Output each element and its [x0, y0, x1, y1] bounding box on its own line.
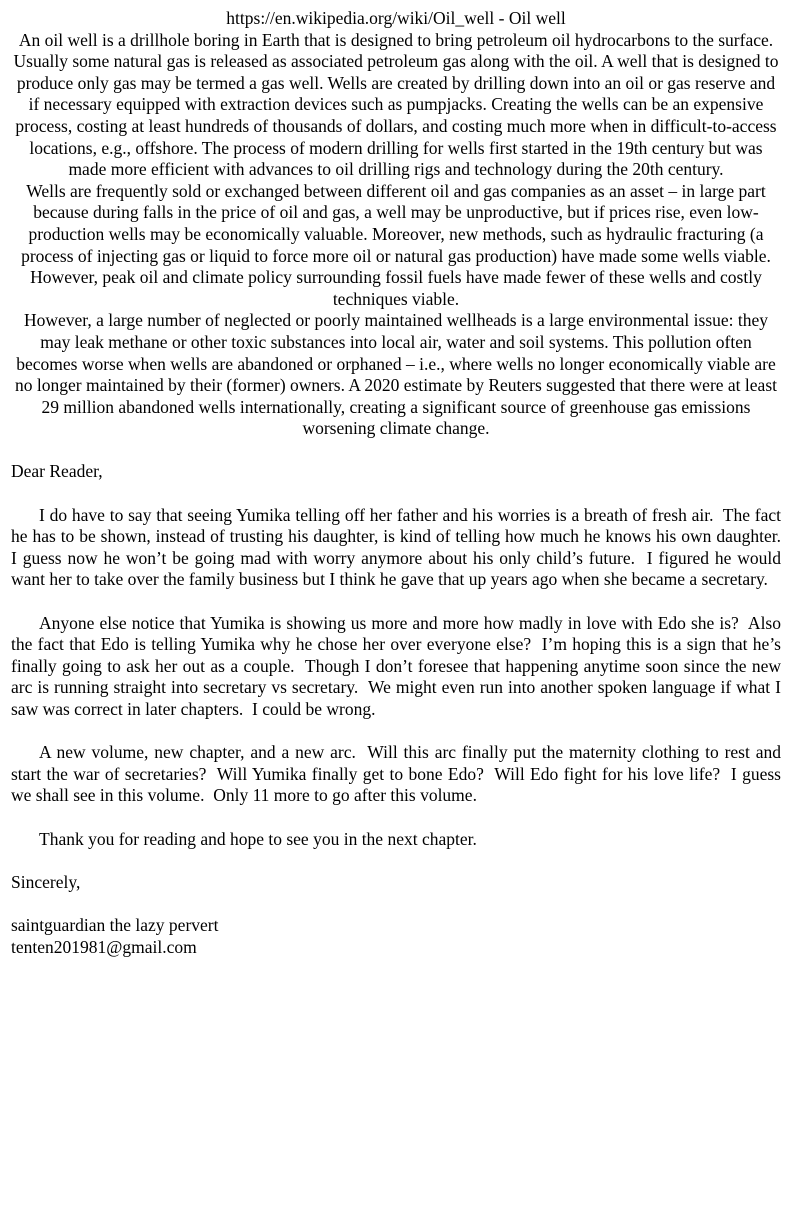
letter-paragraph-3: A new volume, new chapter, and a new arc. Will this arc finally put the maternity clothing to rest and start the war of secretaries? Will Yumika finally get to bone Edo? Will Edo fight for his love life? I guess we shall see in this volume. Only 11 more to go after this volume.: [11, 742, 786, 806]
wiki-excerpt-section: [11, 30, 781, 440]
letter-closing: Sincerely,: [11, 871, 81, 892]
wiki-paragraph-3: However, a large number of neglected or poorly maintained wellheads is a large environmental issue: they may leak methane or other toxic substances into local air, water and soil systems. This pollution often becomes worse when wells are abandoned or orphaned – i.e., where wells no longer economically viable are no longer maintained by their (former) owners. A 2020 estimate by Reuters suggested that there were at least 29 million abandoned wells internationally, creating a significant source of greenhouse gas emissions worsening climate change.: [15, 310, 782, 439]
letter-thanks-line: Thank you for reading and hope to see you in the next chapter.: [39, 828, 477, 849]
wiki-paragraph-1: An oil well is a drillhole boring in Earth that is designed to bring petroleum oil hydrocarbons to the surface. Usually some natural gas is released as associated petroleum gas along with the oil. A well that is designed to produce only gas may be termed a gas well. Wells are created by drilling down into an oil or gas reserve and if necessary equipped with extraction devices such as pumpjacks. Creating the wells can be an expensive process, costing at least hundreds of thousands of dollars, and costing much more when in difficult-to-access locations, e.g., offshore. The process of modern drilling for wells first started in the 19th century but was made more efficient with advances to oil drilling rigs and technology during the 20th century.: [13, 29, 783, 180]
source-url-header: https://en.wikipedia.org/wiki/Oil_well - Oil well: [226, 8, 566, 28]
reader-letter-section: [11, 461, 790, 958]
wiki-paragraph-2: Wells are frequently sold or exchanged between different oil and gas companies as an asset – in large part because during falls in the price of oil and gas, a well may be unproductive, but if prices rise, even low-production wells may be economically valuable. Moreover, new methods, such as hydraulic fracturing (a process of injecting gas or liquid to force more oil or natural gas production) have made some wells viable. However, peak oil and climate policy surrounding fossil fuels have made fewer of these wells and costly techniques viable.: [21, 180, 776, 309]
letter-paragraph-1: I do have to say that seeing Yumika telling off her father and his worries is a breath of fresh air. The fact he has to be shown, instead of trusting his daughter, is kind of telling how much he knows his own daughter. I guess now he won’t be going mad with worry anymore about his only child’s future. I figured he would want her to take over the family business but I think he gave that up years ago when she became a secretary.: [11, 504, 790, 590]
signature-name: saintguardian the lazy pervert: [11, 914, 219, 935]
letter-paragraph-2: Anyone else notice that Yumika is showing us more and more how madly in love with Edo she is? Also the fact that Edo is telling Yumika why he chose her over everyone else? I’m hoping this is a sign that he’s finally going to ask her out as a couple. Though I don’t foresee that happening anytime soon since the new arc is running straight into secretary vs secretary. We might even run into another spoken language if what I saw was correct in later chapters. I could be wrong.: [11, 612, 786, 719]
signature-email: tenten201981@gmail.com: [11, 936, 197, 957]
letter-salutation: Dear Reader,: [11, 461, 103, 482]
